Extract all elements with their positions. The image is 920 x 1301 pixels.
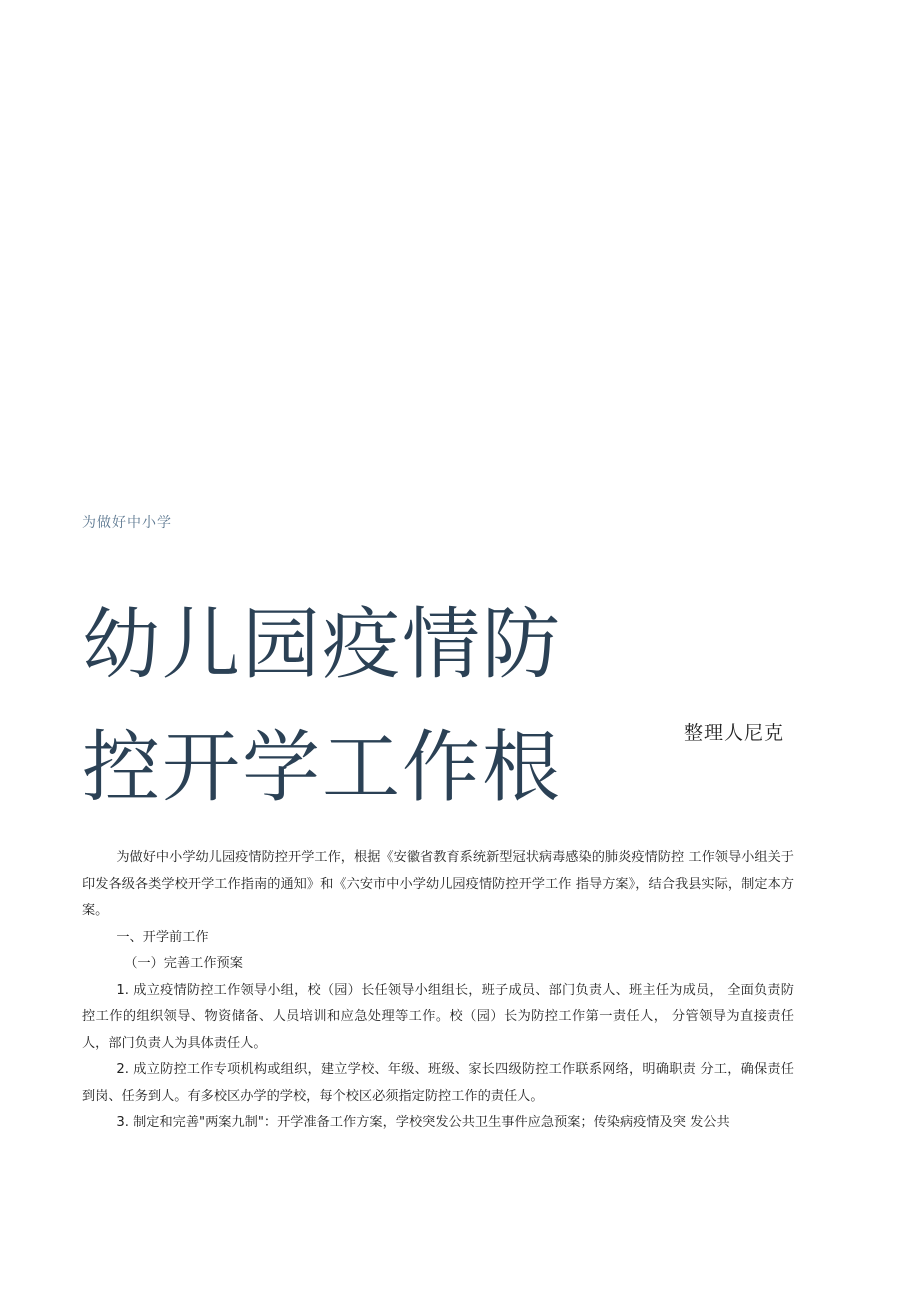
title-line-2: 控开学工作根 — [82, 723, 563, 813]
document-body — [82, 845, 794, 1137]
title-kicker: 为做好中小学 — [82, 515, 172, 531]
subsection-heading: （一）完善工作预案 — [124, 956, 243, 971]
intro-paragraph: 为做好中小学幼儿园疫情防控开学工作，根据《安徽省教育系统新型冠状病毒感染的肺炎疫情防控 工作领导小组关于印发各级各类学校开学工作指南的通知》和《六安市中小学幼儿园疫情防控开学工作 指导方案》，结合我县实际，制定本方案。 — [82, 850, 794, 918]
list-item: 1. 成立疫情防控工作领导小组，校（园）长任领导小组组长，班子成员、部门负责人、班主任为成员， 全面负责防控工作的组织领导、物资储备、人员培训和应急处理等工作。校（园）长为防控工作第一责任人， 分管领导为直接责任人，部门负责人为具体责任人。 — [82, 982, 794, 1051]
organizer-name: 整理人尼克 — [684, 722, 785, 744]
list-item: 3. 制定和完善"两案九制"：开学准备工作方案，学校突发公共卫生事件应急预案；传染病疫情及突 发公共 — [116, 1115, 730, 1130]
list-item: 2. 成立防控工作专项机构或组织，建立学校、年级、班级、家长四级防控工作联系网络，明确职责 分工，确保责任到岗、任务到人。有多校区办学的学校，每个校区必须指定防控工作的责任人。 — [82, 1062, 794, 1104]
title-line-1: 幼儿园疫情防 — [82, 600, 563, 690]
section-heading: 一、开学前工作 — [116, 929, 209, 945]
document-title — [82, 584, 642, 830]
